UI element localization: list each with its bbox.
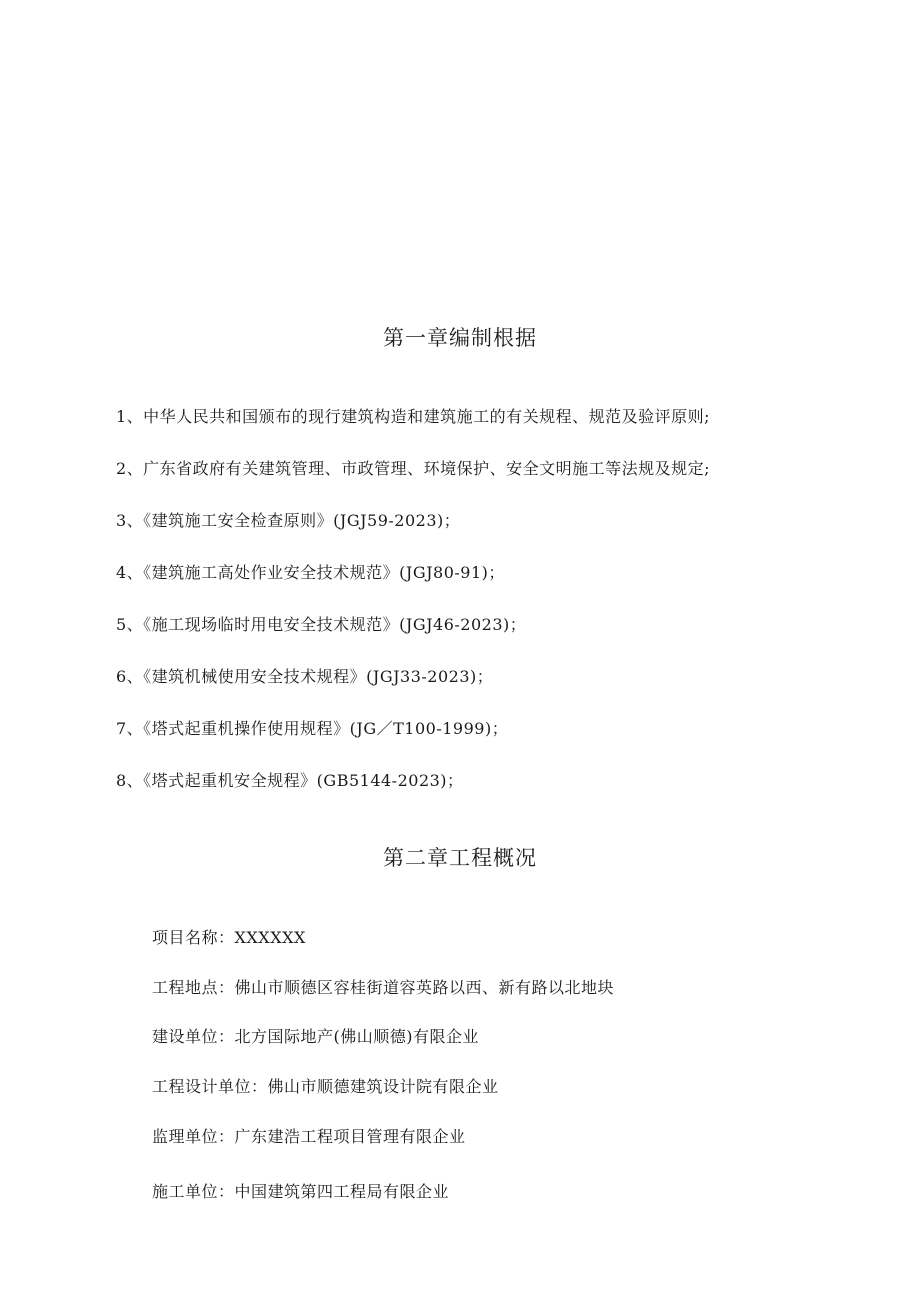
info-label: 监理单位：: [152, 1127, 235, 1146]
basis-item-5: 5、《施工现场临时用电安全技术规范》(JGJ46-2023)；: [116, 615, 527, 634]
info-row-contractor: [152, 1181, 449, 1203]
basis-item-1: 1、中华人民共和国颁布的现行建筑构造和建筑施工的有关规程、规范及验评原则;: [116, 407, 711, 426]
info-label: 工程设计单位：: [152, 1077, 268, 1096]
info-value: 佛山市顺德区容桂街道容英路以西、新有路以北地块: [234, 978, 615, 997]
info-row-location: [152, 977, 614, 999]
basis-item-7: 7、《塔式起重机操作使用规程》(JG／T100-1999)；: [116, 719, 509, 738]
info-label: 建设单位：: [152, 1027, 235, 1046]
info-row-owner: [152, 1026, 479, 1048]
basis-item-4: 4、《建筑施工高处作业安全技术规范》(JGJ80-91)；: [116, 563, 505, 582]
info-row-project-name: [152, 927, 306, 949]
basis-item-2: 2、广东省政府有关建筑管理、市政管理、环境保护、安全文明施工等法规及规定;: [116, 459, 711, 478]
chapter1-title: 第一章编制根据: [383, 326, 537, 350]
info-label: 施工单位：: [152, 1182, 235, 1201]
info-row-designer: [152, 1076, 499, 1098]
basis-item-8: 8、《塔式起重机安全规程》(GB5144-2023)；: [116, 771, 464, 790]
info-value: XXXXXX: [234, 928, 306, 947]
chapter2-title: 第二章工程概况: [383, 846, 537, 870]
info-value: 广东建浩工程项目管理有限企业: [234, 1127, 466, 1146]
info-value: 中国建筑第四工程局有限企业: [234, 1182, 450, 1201]
info-label: 项目名称：: [152, 928, 235, 947]
info-value: 北方国际地产(佛山顺德)有限企业: [234, 1027, 480, 1046]
basis-item-6: 6、《建筑机械使用安全技术规程》(JGJ33-2023)；: [116, 667, 494, 686]
info-row-supervisor: [152, 1126, 466, 1148]
info-label: 工程地点：: [152, 978, 235, 997]
info-value: 佛山市顺德建筑设计院有限企业: [267, 1077, 499, 1096]
basis-item-3: 3、《建筑施工安全检查原则》(JGJ59-2023)；: [116, 511, 461, 530]
